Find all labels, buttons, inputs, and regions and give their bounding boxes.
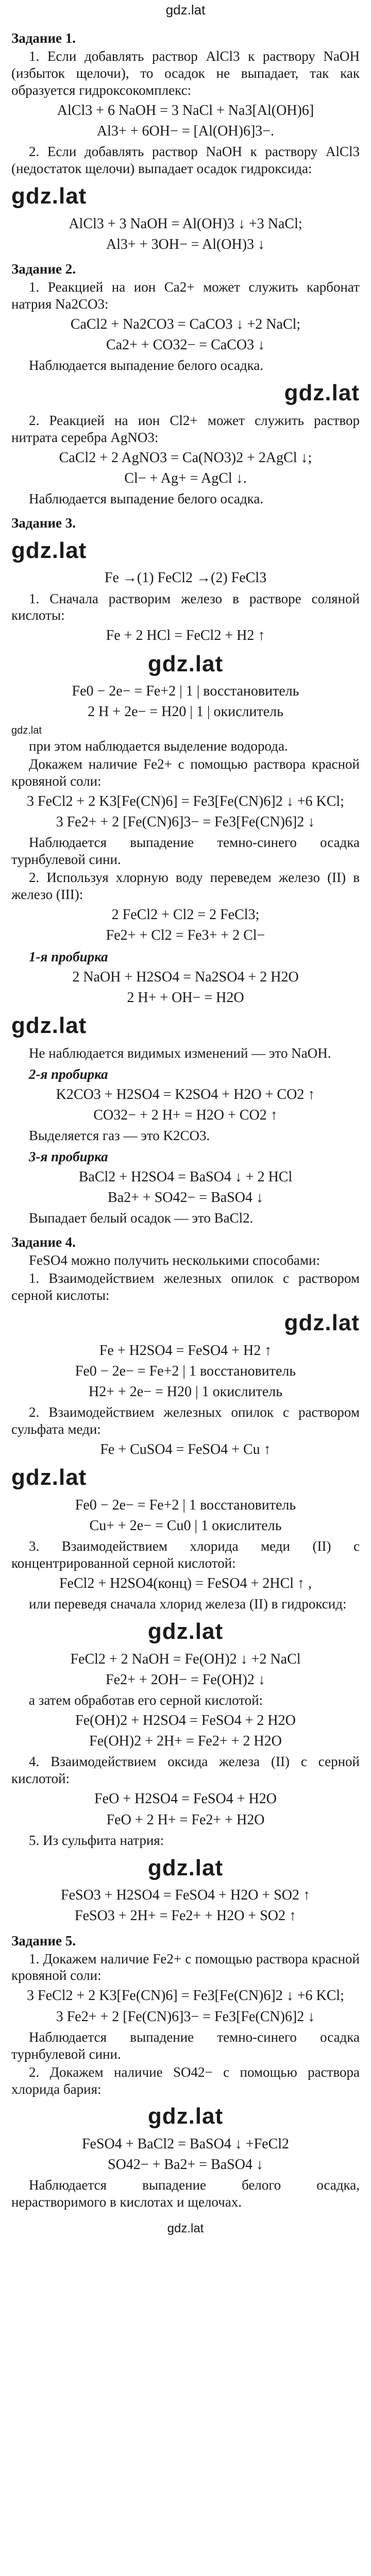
task4-title: Задание 4. xyxy=(11,1234,76,1250)
watermark: gdz.lat xyxy=(147,651,224,676)
task3-redox1: Fe0 − 2e− = Fe+2 | 1 | восстановитель xyxy=(72,683,299,700)
task4-eq3: FeCl2 + H2SO4(конц) = FeSO4 + 2HCl ↑ , xyxy=(59,1575,312,1592)
task4-p7: 4. Взаимодействием оксида железа (II) с серной кислотой: xyxy=(11,1754,360,1787)
task4-p6: а затем обработав его серной кислотой: xyxy=(29,1692,263,1708)
task5-eq2: 3 Fe2+ + 2 [Fe(CN)6]3− = Fe3[Fe(CN)6]2 ↓ xyxy=(56,2008,315,2025)
task4-redox2: H2+ + 2e− = H20 | 1 окислитель xyxy=(88,1384,283,1400)
task3-eq10: BaCl2 + H2SO4 = BaSO4 ↓ + 2 HCl xyxy=(78,1169,293,1185)
task3-eq5: Fe2+ + Cl2 = Fe3+ + 2 Cl− xyxy=(106,927,265,943)
task5-eq4: SO42− + Ba2+ = BaSO4 ↓ xyxy=(108,2157,263,2173)
task4-p8: 5. Из сульфита натрия: xyxy=(29,1832,164,1848)
tube-1-label: 1-я пробирка xyxy=(29,949,108,965)
footer-watermark: gdz.lat xyxy=(167,2222,204,2236)
task4-eq8: FeO + H2SO4 = FeSO4 + H2O xyxy=(94,1791,277,1807)
task3-p7: Выделяется газ — это K2CO3. xyxy=(29,1128,210,1144)
task4-eq7: Fe(OH)2 + 2H+ = Fe2+ + 2 H2O xyxy=(89,1733,282,1750)
task1-eq2: Al3+ + 6OH− = [Al(OH)6]3−. xyxy=(96,123,275,139)
task4-redox4: Cu+ + 2e− = Cu0 | 1 окислитель xyxy=(89,1518,282,1534)
task4-redox3: Fe0 − 2e− = Fe+2 | 1 восстановитель xyxy=(75,1497,296,1513)
watermark: gdz.lat xyxy=(11,1465,87,1490)
task4-eq2: Fe + CuSO4 = FeSO4 + Cu ↑ xyxy=(100,1442,271,1458)
watermark: gdz.lat xyxy=(284,380,360,405)
watermark: gdz.lat xyxy=(147,1855,224,1880)
task4-p5: или переведя сначала хлорид железа (II) в гидроксид: xyxy=(29,1596,347,1612)
task4-eq4: FeCl2 + 2 NaOH = Fe(OH)2 ↓ +2 NaCl xyxy=(70,1651,301,1667)
task5-p1: 1. Докажем наличие Fe2+ с помощью раствора красной кровяной соли: xyxy=(11,1951,360,1984)
task4-eq11: FeSO3 + 2H+ = Fe2+ + H2O + SO2 ↑ xyxy=(75,1908,296,1924)
top-watermark: gdz.lat xyxy=(165,2,206,18)
task3-eq6: 2 NaOH + H2SO4 = Na2SO4 + 2 H2O xyxy=(72,969,299,986)
task2-eq2: Ca2+ + CO32− = CaCO3 ↓ xyxy=(106,336,265,353)
task3-p1: 1. Сначала растворим железо в растворе соляной кислоты: xyxy=(11,590,360,623)
task3-p6: Не наблюдается видимых изменений — это NaOH. xyxy=(29,1045,331,1061)
task5-eq1: 3 FeCl2 + 2 K3[Fe(CN)6] = Fe3[Fe(CN)6]2 ↓ +6 KCl; xyxy=(27,1988,344,2004)
task3-p2: при этом наблюдается выделение водорода. xyxy=(29,738,288,754)
task3-eq8: K2CO3 + H2SO4 = K2SO4 + H2O + CO2 ↑ xyxy=(56,1086,315,1103)
task1-p1: 1. Если добавлять раствор AlCl3 к раствору NaOH (избыток щелочи), то осадок не выпадает, так как образуется гидроксокомплекс: xyxy=(11,48,360,98)
task2-eq4: Cl− + Ag+ = AgCl ↓. xyxy=(124,470,247,486)
task3-title: Задание 3. xyxy=(11,515,76,531)
task2-eq1: CaCl2 + Na2CO3 = CaCO3 ↓ +2 NaCl; xyxy=(70,316,301,332)
task2-title: Задание 2. xyxy=(11,261,76,277)
task4-eq1: Fe + H2SO4 = FeSO4 + H2 ↑ xyxy=(99,1342,272,1359)
task3-p3: Докажем наличие Fe2+ с помощью раствора красной кровяной соли: xyxy=(11,756,360,789)
task4-redox1: Fe0 − 2e− = Fe+2 | 1 восстановитель xyxy=(75,1363,296,1379)
watermark-small: gdz.lat xyxy=(11,724,42,736)
watermark: gdz.lat xyxy=(11,183,87,209)
task4-p2: 1. Взаимодействием железных опилок с раствором серной кислоты: xyxy=(11,1270,360,1303)
task5-p3: 2. Докажем наличие SO42− с помощью раствора хлорида бария: xyxy=(11,2064,360,2097)
task3-eq9: CO32− + 2 H+ = H2O + CO2 ↑ xyxy=(93,1107,278,1124)
watermark: gdz.lat xyxy=(147,1619,224,1645)
task4-eq9: FeO + 2 H+ = Fe2+ + H2O xyxy=(106,1811,265,1828)
task2-note2: Наблюдается выпадение белого осадка. xyxy=(29,490,264,506)
watermark: gdz.lat xyxy=(11,1013,87,1039)
task3-eq3: 3 Fe2+ + 2 [Fe(CN)6]3− = Fe3[Fe(CN)6]2 ↓ xyxy=(56,814,315,830)
task3-p4: Наблюдается выпадение темно-синего осадка турнбулевой сини. xyxy=(11,835,360,868)
task3-redox2: 2 H + 2e− = H20 | 1 | окислитель xyxy=(88,704,283,720)
task3-eq2: 3 FeCl2 + 2 K3[Fe(CN)6] = Fe3[Fe(CN)6]2 ↓ +6 KCl; xyxy=(27,793,344,809)
watermark: gdz.lat xyxy=(11,537,87,563)
task4-eq10: FeSO3 + H2SO4 = FeSO4 + H2O + SO2 ↑ xyxy=(61,1887,310,1904)
task2-p2: 2. Реакцией на ион Cl2+ может служить раствор нитрата серебра AgNO3: xyxy=(11,412,360,445)
watermark: gdz.lat xyxy=(284,1310,360,1336)
task5-p4: Наблюдается выпадение белого осадка, нерастворимого в кислотах и щелочах. xyxy=(11,2177,360,2210)
task3-eq11: Ba2+ + SO42− = BaSO4 ↓ xyxy=(108,1190,263,1206)
task2-note1: Наблюдается выпадение белого осадка. xyxy=(29,358,264,374)
task1-title: Задание 1. xyxy=(11,30,76,46)
tube-2-label: 2-я пробирка xyxy=(29,1066,108,1082)
task1-p2: 2. Если добавлять раствор NaOH к раствору AlCl3 (недостаток щелочи) выпадает осадок гидроксида: xyxy=(11,144,360,176)
task3-scheme: Fe →(1) FeCl2 →(2) FeCl3 xyxy=(104,570,267,586)
task3-p5: 2. Используя хлорную воду переведем железо (II) в железо (III): xyxy=(11,869,360,902)
watermark: gdz.lat xyxy=(147,2104,224,2129)
task1-eq4: Al3+ + 3OH− = Al(OH)3 ↓ xyxy=(106,236,265,252)
task3-eq4: 2 FeCl2 + Cl2 = 2 FeCl3; xyxy=(111,906,260,923)
task3-eq1: Fe + 2 HCl = FeCl2 + H2 ↑ xyxy=(106,628,265,644)
task5-title: Задание 5. xyxy=(11,1933,76,1948)
task2-p1: 1. Реакцией на ион Ca2+ может служить карбонат натрия Na2CO3: xyxy=(11,279,360,312)
task4-p1: FeSO4 можно получить несколькими способами: xyxy=(29,1252,320,1268)
task5-p2: Наблюдается выпадение темно-синего осадка турнбулевой сини. xyxy=(11,2029,360,2062)
tube-3-label: 3-я пробирка xyxy=(29,1149,108,1165)
task2-eq3: CaCl2 + 2 AgNO3 = Ca(NO3)2 + 2AgCl ↓; xyxy=(59,449,312,466)
task4-p4: 3. Взаимодействием хлорида меди (II) с концентрированной серной кислотой: xyxy=(11,1538,360,1571)
task3-eq7: 2 H+ + OH− = H2O xyxy=(127,990,244,1006)
task5-eq3: FeSO4 + BaCl2 = BaSO4 ↓ +FeCl2 xyxy=(81,2136,290,2153)
task4-eq5: Fe2+ + 2OH− = Fe(OH)2 ↓ xyxy=(106,1672,265,1688)
task4-p3: 2. Взаимодействием железных опилок с раствором сульфата меди: xyxy=(11,1404,360,1437)
task1-eq3: AlCl3 + 3 NaOH = Al(OH)3 ↓ +3 NaCl; xyxy=(69,215,302,232)
task1-eq1: AlCl3 + 6 NaOH = 3 NaCl + Na3[Al(OH)6] xyxy=(57,102,314,118)
task4-eq6: Fe(OH)2 + H2SO4 = FeSO4 + 2 H2O xyxy=(75,1713,296,1729)
task3-p8: Выпадает белый осадок — это BaCl2. xyxy=(29,1210,254,1226)
